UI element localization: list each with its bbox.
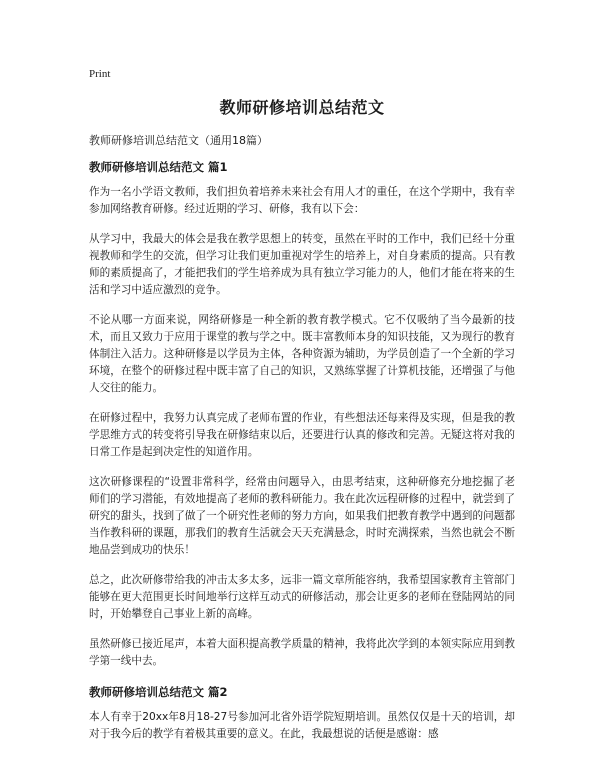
paragraph: 虽然研修已接近尾声，本着大面积提高教学质量的精神，我将此次学到的本领实际应用到教学第一线中去。 [89, 638, 515, 667]
paragraph: 不论从哪一方面来说，网络研修是一种全新的教育教学模式。它不仅吸纳了当今最新的技术，而且又致力于应用于课堂的教与学之中。既丰富教师本身的知识技能，又为现行的教育体制注入活力。这种研修是以学员为主体，各种资源为辅助，为学员创造了一个全新的学习环境，在整个的研修过程中既丰富了自己的知识，又熟练掌握了计算机技能，还增强了与他人交往的能力。 [89, 314, 515, 394]
paragraph: 从学习中，我最大的体会是我在教学思想上的转变，虽然在平时的工作中，我们已经十分重视教师和学生的交流，但学习让我们更加重视对学生的培养上，对自身素质的提高。只有教师的素质提高了，才能把我们的学生培养成为具有独立学习能力的人，他们才能在将来的生活和学习中适应激烈的竞争。 [89, 233, 515, 296]
print-link[interactable]: Print [89, 68, 111, 80]
section-heading: 教师研修培训总结范文 篇1 [89, 160, 228, 174]
section-2 [89, 683, 515, 743]
document-page [89, 66, 515, 756]
paragraph: 作为一名小学语文教师，我们担负着培养未来社会有用人才的重任，在这个学期中，我有幸参加网络教育研修。经过近期的学习、研修，我有以下会： [89, 186, 515, 215]
paragraph: 总之，此次研修带给我的冲击太多太多，远非一篇文章所能容纳，我希望国家教育主管部门能够在更大范围更长时间地举行这样互动式的研修活动，那会让更多的老师在登陆网站的同时，开始攀登自己事业上新的高峰。 [89, 574, 515, 620]
section-heading: 教师研修培训总结范文 篇2 [89, 685, 228, 699]
document-title: 教师研修培训总结范文 [219, 98, 385, 117]
paragraph: 这次研修课程的“设置非常科学，经常由问题导入，由思考结束，这种研修充分地挖掘了老师们的学习潜能，有效地提高了老师的教科研能力。我在此次远程研修的过程中，就尝到了研究的甜头，找到了做了一个研究性老师的努力方向，如果我们把教育教学中遇到的问题都当作教科研的课题，那我们的教育生活就会天天充满悬念，时时充满探索，当然也就会不断地品尝到成功的快乐！ [89, 476, 515, 556]
document-subtitle: 教师研修培训总结范文（通用18篇） [89, 134, 268, 147]
paragraph: 本人有幸于20xx年8月18-27号参加河北省外语学院短期培训。虽然仅仅是十天的培训，却对于我今后的教学有着极其重要的意义。在此，我最想说的话便是感谢：感 [89, 711, 515, 740]
paragraph: 在研修过程中，我努力认真完成了老师布置的作业，有些想法还每来得及实现，但是我的教学思维方式的转变将引导我在研修结束以后，还要进行认真的修改和完善。无疑这将对我的日常工作是起到决定性的知道作用。 [89, 412, 515, 458]
section-1 [89, 158, 515, 670]
